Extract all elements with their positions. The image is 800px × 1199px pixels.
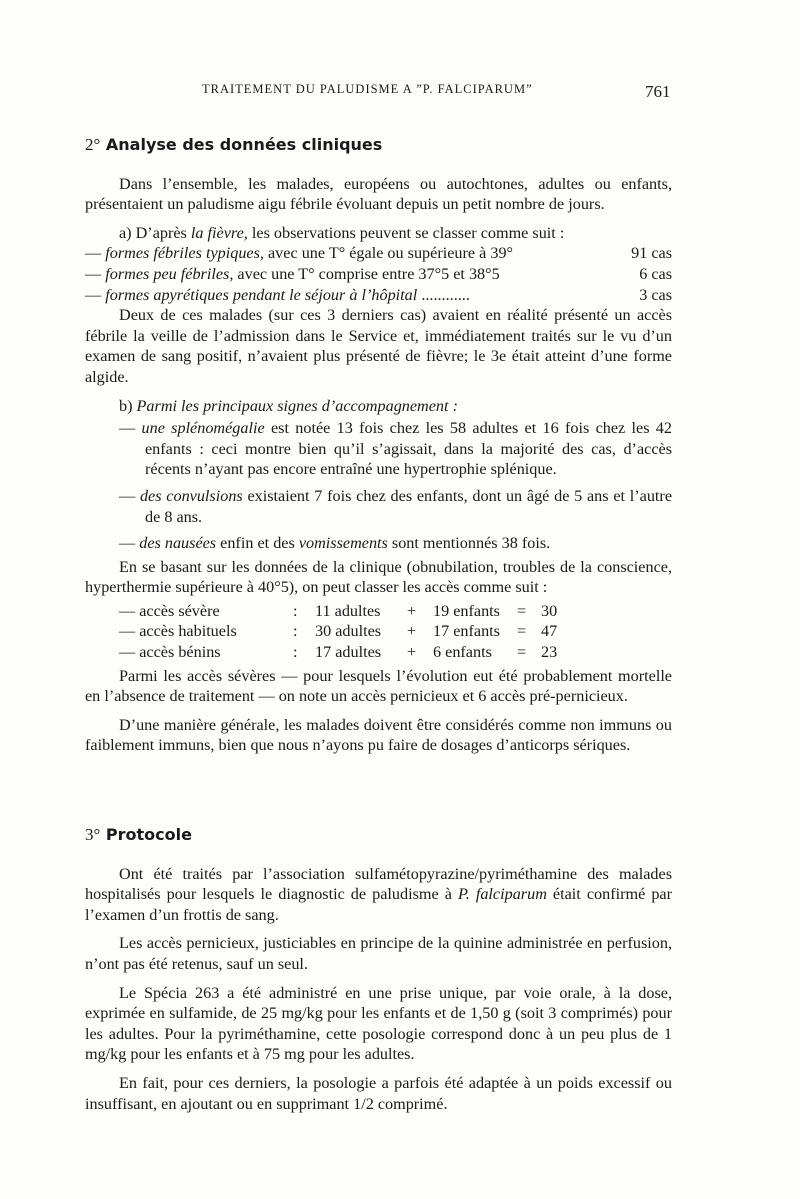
acces-table [85, 601, 672, 663]
paragraph-immunity: D’une manière générale, les malades doivent être considérés comme non immuns ou faiblement immuns, bien que nous n’ayons pu faire de dosages d’anticorps sériques. [85, 715, 672, 755]
paragraph-protocol-2: Les accès pernicieux, justiciables en principe de la quinine administrée en perfusion, n’ont pas été retenus, sauf un seul. [85, 934, 672, 973]
paragraph-protocol-1: Ont été traités par l’association sulfamétopyrazine/pyriméthamine des malades hospitalisés pour lesquels le diagnostic de paludisme à P. falciparum était confirmé par l’examen d’un frottis de sang. [85, 864, 672, 924]
section-2 [85, 135, 672, 756]
paragraph-protocol-3: Le Spécia 263 a été administré en une prise unique, par voie orale, à la dose, exprimée en sulfamide, de 25 mg/kg pour les enfants et de 1,50 g (soit 3 comprimés) pour les adultes. Pour la pyriméthamine, cette posologie correspond donc à un peu plus de 1 mg/kg pour les enfants et à 75 mg pour les adultes. [85, 983, 672, 1064]
list-item: — formes peu fébriles, avec une T° comprise entre 37°5 et 38°5 6 cas [85, 264, 672, 283]
running-header: TRAITEMENT DU PALUDISME A ”P. FALCIPARUM” [202, 82, 533, 96]
list-item: — des convulsions existaient 7 fois chez des enfants, dont un âgé de 5 ans et l’autre de 8 ans. [119, 486, 672, 526]
paragraph-protocol-4: En fait, pour ces derniers, la posologie a parfois été adaptée à un poids excessif ou insuffisant, en ajoutant ou en supprimant 1/2 comprimé. [85, 1073, 672, 1113]
list-item: — formes fébriles typiques, avec une T° égale ou supérieure à 39° 91 cas [85, 244, 672, 263]
list-item: — une splénomégalie est notée 13 fois chez les 58 adultes et 16 fois chez les 42 enfants : ceci montre bien qu’il s’agissait, dans la majorité des cas, d’accès récents n’ayant pas encore entraîné une hypertrophie splénique. [119, 419, 672, 479]
signs-list [85, 418, 672, 554]
paragraph-severe: Parmi les accès sévères — pour lesquels l’évolution eut été probablement mortelle en l’absence de traitement — on note un accès pernicieux et 6 accès pré-pernicieux. [85, 666, 672, 706]
table-row: — accès bénins : 17 adultes + 6 enfants = 23 [119, 643, 558, 662]
page-number: 761 [645, 82, 671, 101]
section-3 [85, 825, 672, 1114]
paragraph-intro: Dans l’ensemble, les malades, européens ou autochtones, adultes ou enfants, présentaient un paludisme aigu fébrile évoluant depuis un petit nombre de jours. [85, 174, 672, 214]
item-a-intro: a) D’après la fièvre, les observations peuvent se classer comme suit : [119, 223, 565, 242]
paragraph-three-cases: Deux de ces malades (sur ces 3 derniers cas) avaient en réalité présenté un accès fébrile la veille de l’admission dans le Service et, immédiatement traités sur le vu d’un examen de sang positif, n’avaient plus présenté de fièvre; le 3e était atteint d’une forme algide. [85, 306, 672, 386]
section-2-heading: 2° Analyse des données cliniques [85, 135, 383, 154]
list-item: — des nausées enfin et des vomissements sont mentionnés 38 fois. [119, 534, 551, 553]
list-item: — formes apyrétiques pendant le séjour à l’hôpital ............ 3 cas [85, 285, 672, 304]
table-row: — accès sévère : 11 adultes + 19 enfants = 30 [119, 601, 558, 620]
table-row: — accès habituels : 30 adultes + 17 enfants = 47 [119, 622, 558, 641]
item-b-intro: b) Parmi les principaux signes d’accompagnement : [119, 396, 458, 415]
section-3-heading: 3° Protocole [85, 825, 192, 844]
paragraph-classification: En se basant sur les données de la clinique (obnubilation, troubles de la conscience, hyperthermie supérieure à 40°5), on peut classer les accès comme suit : [85, 557, 672, 597]
fever-list [85, 243, 672, 305]
